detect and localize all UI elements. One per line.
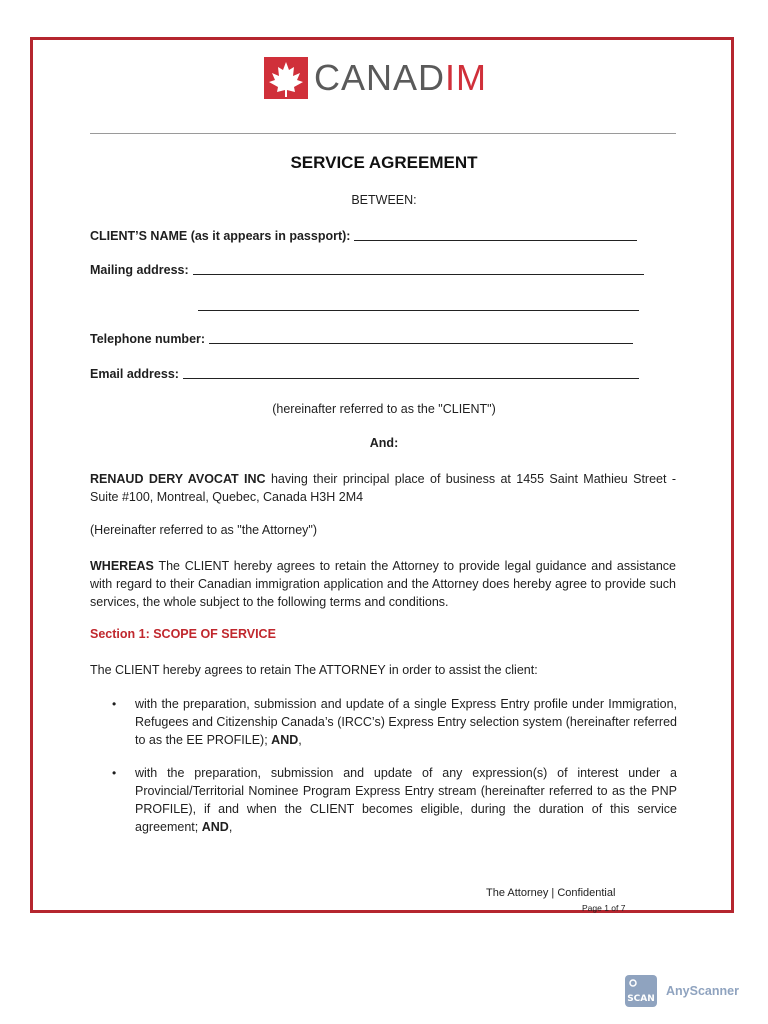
scan-icon-text: SCAN (627, 994, 655, 1004)
mailing-address-field (90, 263, 644, 277)
email-blank (183, 378, 639, 379)
whereas-text: The CLIENT hereby agrees to retain the Attorney to provide legal guidance and assistance with regard to their Canadian immigration application and the Attorney does hereby agree to provide such services, the whole subject to the following terms and conditions. (90, 559, 676, 609)
bullet-1-marker: • (112, 697, 117, 711)
section-1-heading: Section 1: SCOPE OF SERVICE (90, 627, 276, 641)
anyscanner-label: AnyScanner (666, 984, 739, 998)
logo-wordmark-prefix: CANAD (314, 57, 446, 98)
bullet-2-marker: • (112, 766, 117, 780)
mailing-address-blank (193, 274, 644, 275)
mailing-address-blank-2 (198, 310, 639, 311)
bullet-2-tail: , (228, 820, 233, 834)
anyscanner-watermark (625, 975, 739, 1007)
telephone-blank (209, 343, 633, 344)
attorney-paragraph (90, 470, 676, 506)
bullet-1 (135, 695, 677, 749)
attorney-address: having their principal place of business at 1455 Saint Mathieu Street - Suite #100, Montreal, Quebec, Canada H3H 2M4 (90, 472, 676, 504)
bullet-1-and: AND (271, 733, 299, 747)
telephone-label: Telephone number: (90, 332, 206, 346)
bullet-2 (135, 764, 677, 836)
header-divider (90, 133, 676, 134)
client-name-field (90, 229, 637, 243)
email-field (90, 367, 639, 381)
attorney-name: RENAUD DERY AVOCAT INC (90, 472, 266, 486)
and-label: And: (369, 436, 399, 450)
logo-wordmark-accent: IM (445, 57, 488, 98)
mailing-address-label: Mailing address: (90, 263, 189, 277)
document-title: SERVICE AGREEMENT (290, 153, 478, 172)
footer-page-number: Page 1 of 7 (582, 903, 626, 913)
attorney-reference: (Hereinafter referred to as "the Attorney") (90, 523, 318, 537)
client-name-blank (354, 240, 637, 241)
logo-wordmark (314, 56, 487, 100)
telephone-field (90, 332, 633, 346)
client-name-label: CLIENT’S NAME (as it appears in passport): (90, 229, 351, 243)
client-reference: (hereinafter referred to as the "CLIENT") (272, 402, 496, 416)
bullet-2-text: with the preparation, submission and update of any expression(s) of interest under a Provincial/Territorial Nominee Program Express Entry stream (hereinafter referred to as the PNP PROFILE), if and when the CLIENT becomes eligible, during the duration of this service agreement; (135, 766, 677, 834)
email-label: Email address: (90, 367, 179, 381)
scan-icon (625, 975, 657, 1007)
between-label: BETWEEN: (351, 193, 417, 207)
canadim-logo (264, 56, 487, 100)
whereas-keyword: WHEREAS (90, 559, 154, 573)
bullet-1-text: with the preparation, submission and update of a single Express Entry profile under Immigration, Refugees and Citizenship Canada’s (IRCC’s) Express Entry selection system (hereinafter referred to as the EE PROFILE); (135, 697, 677, 747)
bullet-1-tail: , (298, 733, 302, 747)
footer-confidential: The Attorney | Confidential (486, 887, 616, 899)
whereas-paragraph (90, 557, 676, 611)
maple-leaf-icon (264, 57, 308, 99)
bullet-2-and: AND (201, 820, 229, 834)
section-intro: The CLIENT hereby agrees to retain The ATTORNEY in order to assist the client: (90, 663, 538, 677)
